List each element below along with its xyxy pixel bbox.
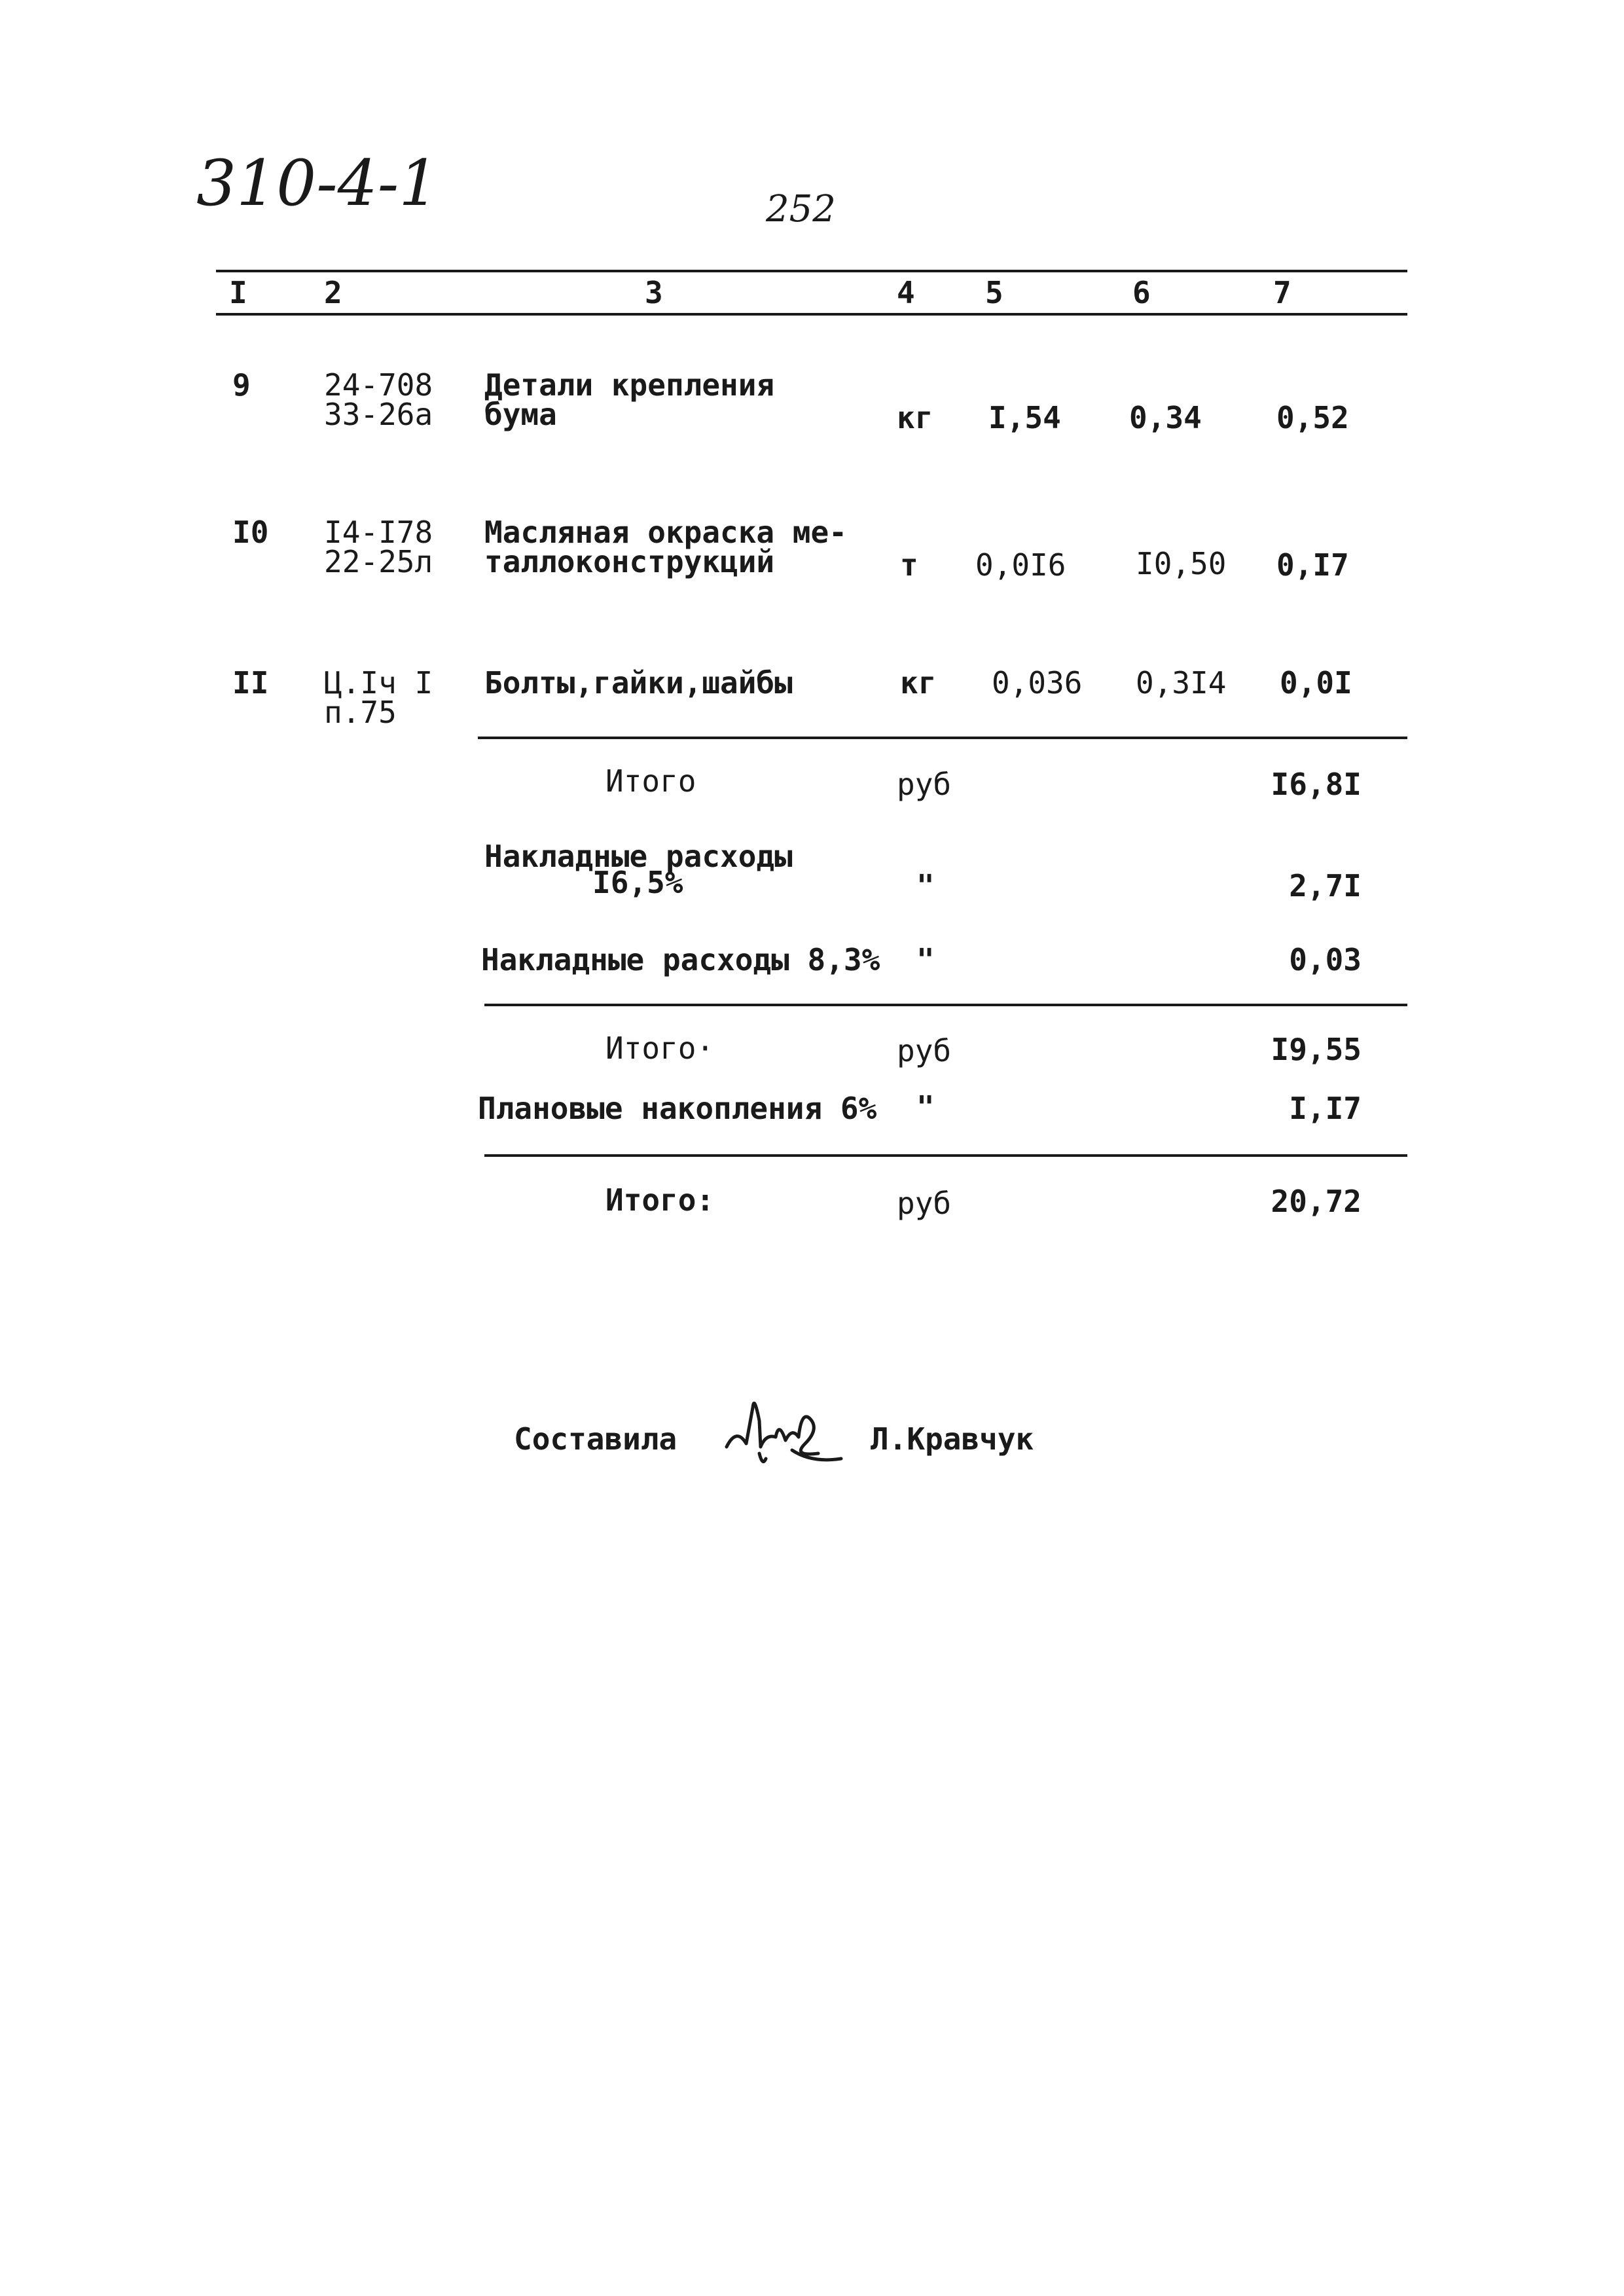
total3-label: Итого: xyxy=(605,1182,715,1218)
row-number: I0 xyxy=(232,515,269,550)
row-unit: кг xyxy=(900,665,937,701)
row-total: 0,0I xyxy=(1280,665,1352,701)
column-header-5: 5 xyxy=(985,275,1003,310)
column-header-7: 7 xyxy=(1273,275,1291,310)
total2-value: I9,55 xyxy=(1271,1032,1362,1067)
total3-unit: руб xyxy=(897,1186,952,1221)
row-price: 0,3I4 xyxy=(1136,665,1227,701)
row-name-line1: Детали крепления xyxy=(484,367,775,403)
signature xyxy=(713,1381,871,1480)
row-unit: кг xyxy=(897,400,933,435)
total2-unit: руб xyxy=(897,1033,952,1068)
summary-rule-1 xyxy=(478,737,1407,739)
row-name-line2: бума xyxy=(484,397,557,432)
summary-rule-3 xyxy=(484,1154,1407,1157)
row-quantity: 0,0I6 xyxy=(975,547,1066,583)
overhead2-unit: " xyxy=(916,942,935,977)
signer-name: Л.Кравчук xyxy=(871,1421,1034,1457)
row-code-line2: 33-26а xyxy=(324,397,433,432)
planned-savings-unit: " xyxy=(916,1089,935,1125)
column-header-1: I xyxy=(229,275,247,310)
row-quantity: 0,036 xyxy=(992,665,1083,701)
planned-savings-label: Плановые накопления 6% xyxy=(478,1091,877,1126)
total2-label: Итого· xyxy=(605,1030,715,1066)
row-code-line1: Ц.Iч I xyxy=(324,665,433,701)
row-name-line2: таллоконструкций xyxy=(484,544,775,579)
total1-value: I6,8I xyxy=(1271,767,1362,802)
overhead1-label-line2: I6,5% xyxy=(592,865,683,900)
header-top-rule xyxy=(216,270,1407,272)
row-code-line1: 24-708 xyxy=(324,367,433,403)
header-bottom-rule xyxy=(216,313,1407,316)
row-price: I0,50 xyxy=(1136,546,1227,581)
page-number: 252 xyxy=(766,188,836,230)
row-quantity: I,54 xyxy=(988,400,1061,435)
overhead2-label: Накладные расходы 8,3% xyxy=(481,942,880,977)
row-name-line1: Болты,гайки,шайбы xyxy=(484,665,793,701)
row-code-line2: п.75 xyxy=(324,695,397,730)
column-header-4: 4 xyxy=(897,275,915,310)
overhead1-label-line1: Накладные расходы xyxy=(484,839,793,874)
document-code: 310-4-1 xyxy=(196,147,439,220)
overhead2-value: 0,03 xyxy=(1289,942,1362,977)
row-name-line1: Масляная окраска ме- xyxy=(484,515,847,550)
column-header-6: 6 xyxy=(1132,275,1151,310)
row-total: 0,52 xyxy=(1276,400,1349,435)
row-code-line2: 22-25л xyxy=(324,544,433,579)
row-total: 0,I7 xyxy=(1276,547,1349,583)
overhead1-unit: " xyxy=(916,868,935,903)
total1-label: Итого xyxy=(605,763,696,799)
column-header-2: 2 xyxy=(324,275,342,310)
row-number: 9 xyxy=(232,367,251,403)
total3-value: 20,72 xyxy=(1271,1184,1362,1219)
row-number: II xyxy=(232,665,269,701)
planned-savings-value: I,I7 xyxy=(1289,1091,1362,1126)
total1-unit: руб xyxy=(897,767,952,802)
row-price: 0,34 xyxy=(1129,400,1202,435)
row-code-line1: I4-I78 xyxy=(324,515,433,550)
row-unit: т xyxy=(900,547,918,583)
overhead1-value: 2,7I xyxy=(1289,868,1362,903)
compiled-by-label: Составила xyxy=(514,1421,677,1457)
summary-rule-2 xyxy=(484,1004,1407,1006)
column-header-3: 3 xyxy=(645,275,663,310)
